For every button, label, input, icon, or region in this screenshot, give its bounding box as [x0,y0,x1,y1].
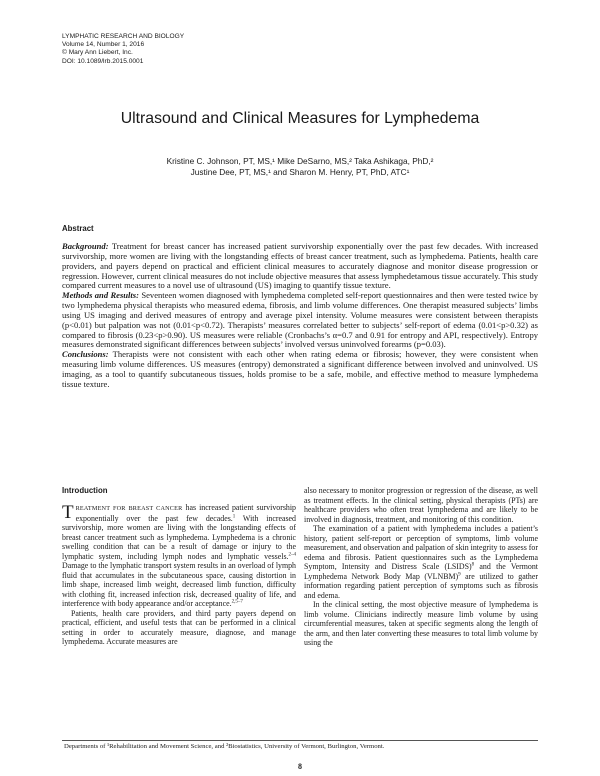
reference-marker: 9 [458,571,461,577]
intro-text: are utilized to gather information regarding patient perception of symptoms such as fibrosis and edema. [304,571,538,600]
abstract-heading: Abstract [62,224,94,233]
reference-marker: 2,5–7 [231,599,243,605]
journal-volume: Volume 14, Number 1, 2016 [62,41,145,49]
reference-marker: 1 [232,513,236,519]
abstract-methods [62,291,538,350]
methods-text: Seventeen women diagnosed with lymphedema completed self-report questionnaires and then were tested twice by two lymphedema physical therapists who measured edema, fibrosis, and limb volume differences. One therapist measured subjects’ limbs using US imaging and derived measures of entropy and average pixel intensity. Volume measures were consistent between therapists (p<0.01) but palpation was not (0.01<p<0.72). Therapists’ measures correlated better to subjects’ self-report of edema (0.01<p>0.32) as compared to fibrosis (0.23<p>0.90). US measures were reliable (Cronbachs’s α=0.7 and 0.91 for entropy and API, respectively). Entropy measures demonstrated significant differences between subjects’ involved versus uninvolved forearms (p=0.03). [62,290,538,350]
author-list [100,156,500,178]
intro-text: The examination of a patient with lymphedema includes a patient’s history, patient self-report or perception of symptoms, limb volume measurement, and observation and palpation of skin integrity to assess for edema and fibrosis. Patient questionnaires such as the Lymphedema Symptom, Intensity and Distress Scale (LSIDS) [304,524,538,571]
journal-header [62,33,184,66]
author-line-2: Justine Dee, PT, MS,¹ and Sharon M. Henry, PT, PhD, ATC¹ [190,167,410,178]
page-number: 8 [298,762,302,771]
paper-title: Ultrasound and Clinical Measures for Lymphedema [120,110,480,127]
conclusions-label: Conclusions: [62,349,109,360]
conclusions-text: Therapists were not consistent with each other when rating edema or fibrosis; however, they were consistent when measuring limb volume differences. US measures (entropy) demonstrated a significant difference between involved and uninvolved. US imaging, as a tool to quantify subcutaneous tissues, holds promise to be a safe, mobile, and effective method to measure lymphedema tissue texture. [62,349,538,389]
body-column-right [304,486,538,648]
intro-paragraph-2-continued: also necessary to monitor progression or regression of the disease, as well as treatment effects. In the clinical setting, physical therapists (PTs) are healthcare providers who often treat lymphedema and are likely to be involved in diagnosis, treatment, and monitoring of this condition. [304,486,538,524]
drop-cap: T [62,502,74,523]
introduction-heading: Introduction [62,486,108,495]
small-caps-lead: REATMENT FOR BREAST CANCER [75,505,183,512]
intro-paragraph-4: In the clinical setting, the most objective measure of lymphedema is limb volume. Clinicians indirectly measure limb volume by using circumferential measures, taken at specific segments along the length of the arm, and then later converting these measures to total limb volume by using the [304,600,538,647]
intro-text: and the Vermont Lymphedema Network Body Map (VLNBM) [304,562,538,581]
intro-text: Damage to the lymphatic transport system results in an overload of lymph fluid that accumulates in the subcutaneous space, causing distortion in limb shape, increased limb weight, decreased limb function, difficulty with clothing fit, increased infection risk, decreased quality of life, and interference with body appearance and/or acceptance. [62,561,296,608]
abstract-background [62,242,538,291]
affiliation-footnote: Departments of ¹Rehabilitation and Movement Science, and ²Biostatistics, University of Vermont, Burlington, Vermont. [64,743,385,750]
reference-marker: 2–4 [288,551,296,557]
intro-text: With increased survivorship, more women are living with the longstanding effects of breast cancer treatment such as lymphedema. Lymphedema is a chronic swelling condition that can be a result of damage or injury to the lymphatic system, including lymph nodes and lymphatic vessels. [62,513,296,561]
abstract-body [62,242,538,390]
abstract-conclusions [62,350,538,389]
background-label: Background: [62,241,109,251]
intro-paragraph-2: Patients, health care providers, and third party payers depend on practical, efficient, and useful tests that can be performed in a clinical setting in order to accurately measure, diagnose, and manage lymphedema. Accurate measures are [62,608,296,646]
intro-paragraph-1 [62,503,296,609]
journal-doi: DOI: 10.1089/lrb.2015.0001 [62,57,144,65]
methods-label: Methods and Results: [62,290,139,301]
journal-name: LYMPHATIC RESEARCH AND BIOLOGY [62,33,185,40]
intro-text: has increased patient survivorship exponentially over the past few decades. [75,503,296,523]
background-text: Treatment for breast cancer has increased patient survivorship exponentially over the past few decades. With increased survivorship, more women are living with the longstanding effects of breast cancer treatment, such as lymphedema. Patients, health care providers, and payers depend on practical and efficient clinical measures to accurately diagnose and monitor disease progression or regression. However, current clinical measures do not include objective measures that assess lymphedetamous tissue accurately. This study compared current measures to a novel use of ultrasound (US) imaging to quantify tissue texture. [62,241,538,291]
intro-paragraph-3 [304,524,538,600]
reference-marker: 8 [471,562,475,568]
author-line-1: Kristine C. Johnson, PT, MS,¹ Mike DeSarno, MS,² Taka Ashikaga, PhD,² [166,156,434,166]
footnote-divider [62,740,538,741]
journal-copyright: © Mary Ann Liebert, Inc. [62,49,133,57]
body-column-left [62,503,296,647]
